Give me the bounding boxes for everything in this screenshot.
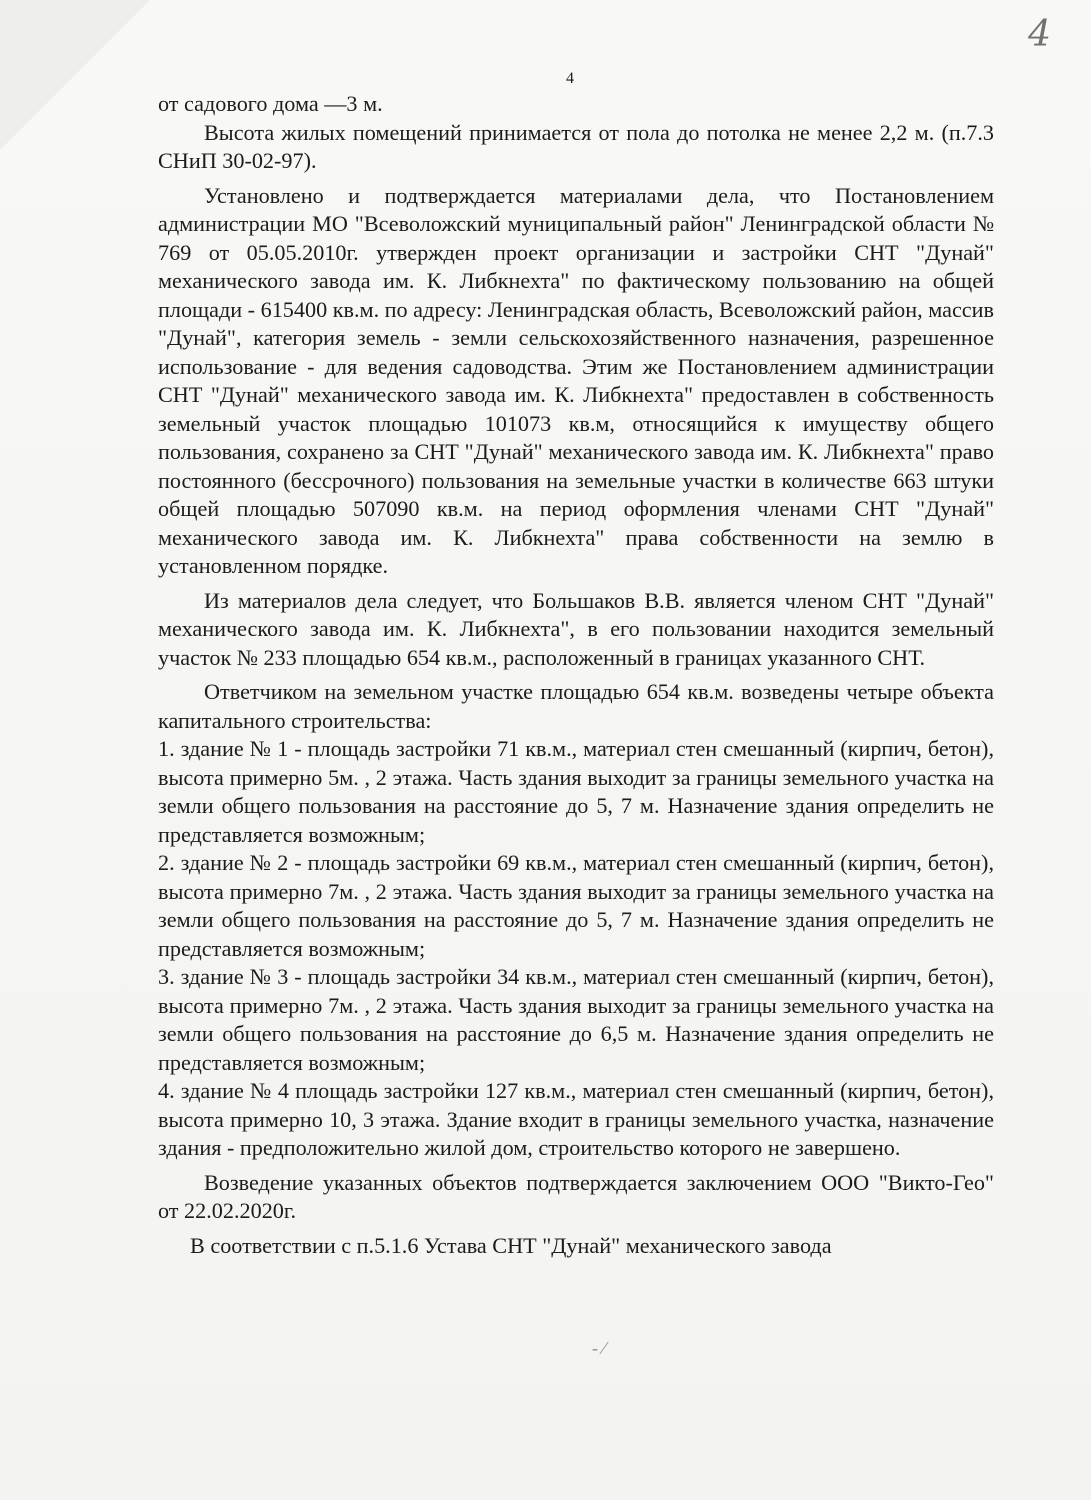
pen-mark: ‐ ⁄: [592, 1338, 606, 1358]
paragraph-objects-intro: Ответчиком на земельном участке площадью 654 кв.м. возведены четыре объекта капитального строительства:: [158, 679, 994, 733]
list-item-building-1: 1. здание № 1 - площадь застройки 71 кв.м., материал стен смешанный (кирпич, бетон), высота примерно 5м. , 2 этажа. Часть здания выходит за границы земельного участка на земли общего пользования на расстояние до 5, 7 м. Назначение здания определить не представляется возможным;: [158, 736, 994, 847]
paragraph-membership: Из материалов дела следует, что Большаков В.В. является членом СНТ "Дунай" механического завода им. К. Либкнехта", в его пользовании находится земельный участок № 233 площадью 654 кв.м., расположенный в границах указанного СНТ.: [158, 587, 994, 670]
paragraph-conclusion: Возведение указанных объектов подтверждается заключением ООО "Викто-Гео" от 22.02.2020г.: [158, 1169, 994, 1223]
paragraph-ceiling-height: Высота жилых помещений принимается от пола до потолка не менее 2,2 м. (п.7.3 СНиП 30-02-97).: [158, 119, 994, 173]
list-item-building-3: 3. здание № 3 - площадь застройки 34 кв.м., материал стен смешанный (кирпич, бетон), высота примерно 7м. , 2 этажа. Часть здания выходит за границы земельного участка на земли общего пользования на расстояние до 6,5 м. Назначение здания определить не представляется возможным;: [158, 964, 994, 1075]
list-item-building-2: 2. здание № 2 - площадь застройки 69 кв.м., материал стен смешанный (кирпич, бетон), высота примерно 7м. , 2 этажа. Часть здания выходит за границы земельного участка на земли общего пользования на расстояние до 5, 7 м. Назначение здания определить не представляется возможным;: [158, 850, 994, 961]
handwritten-page-mark: 4: [1028, 14, 1051, 55]
list-item-building-4: 4. здание № 4 площадь застройки 127 кв.м., материал стен смешанный (кирпич, бетон), высота примерно 10, 3 этажа. Здание входит в границы земельного участка, назначение здания - предположительно жилой дом, строительство которого не завершено.: [158, 1078, 994, 1160]
paragraph-resolution: Установлено и подтверждается материалами дела, что Постановлением администрации МО "Всеволожский муниципальный район" Ленинградской области № 769 от 05.05.2010г. утвержден проект организации и застройки СНТ "Дунай" механического завода им. К. Либкнехта" по фактическому пользованию на общей площади - 615400 кв.м. по адресу: Ленинградская область, Всеволожский район, массив "Дунай", категория земель - земли сельскохозяйственного назначения, разрешенное использование - для ведения садоводства. Этим же Постановлением администрации СНТ "Дунай" механического завода им. К. Либкнехта" предоставлен в собственность земельный участок площадью 101073 кв.м, относящийся к имуществу общего пользования, сохранено за СНТ "Дунай" механического завода им. К. Либкнехта" право постоянного (бессрочного) пользования на земельные участки в количестве 663 штуки общей площадью 507090 кв.м. на период оформления членами СНТ "Дунай" механического завода им. К. Либкнехта" права собственности на землю в установленном порядке.: [158, 182, 994, 578]
paragraph-charter: В соответствии с п.5.1.6 Устава СНТ "Дунай" механического завода: [190, 1232, 832, 1258]
paragraph-continuation: от садового дома —3 м.: [158, 91, 383, 116]
page-number: 4: [566, 70, 574, 87]
document-body: [158, 90, 994, 1260]
